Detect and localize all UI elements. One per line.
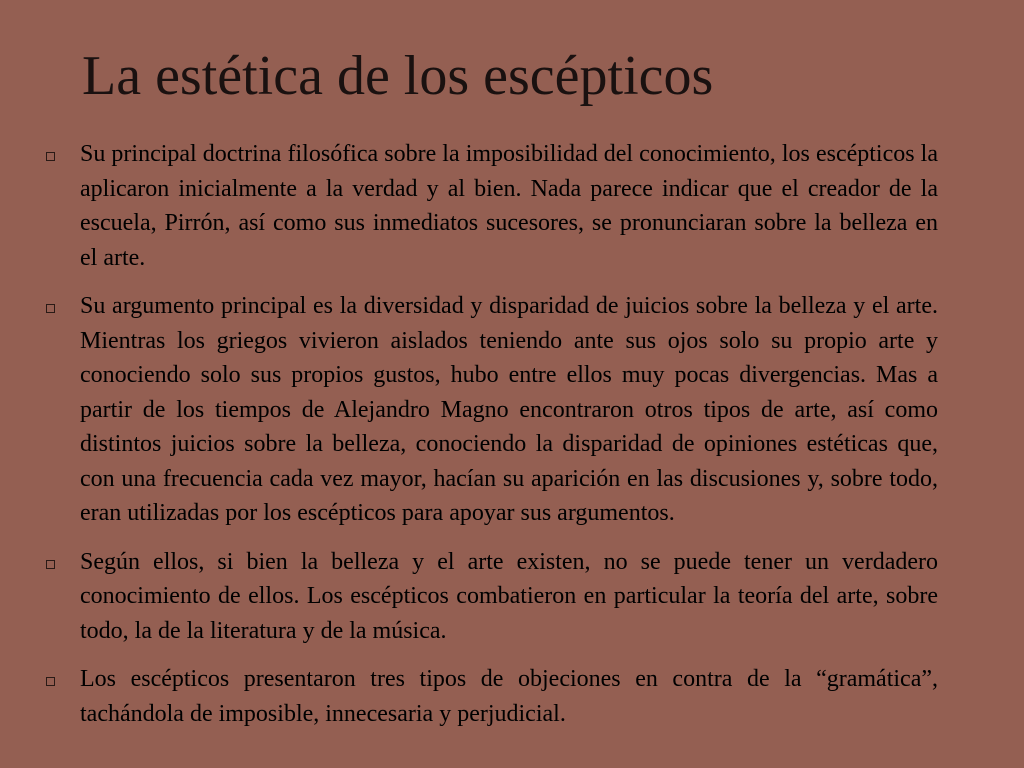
bullet-text: Su argumento principal es la diversidad y disparidad de juicios sobre la belleza y el arte. Mientras los griegos vivieron aislados teniendo ante sus ojos solo su propio arte y conociendo solo sus propios gustos, hubo entre ellos muy pocas divergencias. Mas a partir de los tiempos de Alejandro Magno encontraron otros tipos de arte, así como distintos juicios sobre la belleza, conociendo la disparidad de opiniones estéticas que, con una frecuencia cada vez mayor, hacían su aparición en las discusiones y, sobre todo, eran utilizadas por los escépticos para apoyar sus argumentos.	[80, 293, 938, 526]
bullet-text: Los escépticos presentaron tres tipos de objeciones en contra de la “gramática”, tachándola de imposible, innecesaria y perjudicial.	[80, 666, 938, 727]
slide-title: La estética de los escépticos	[82, 45, 714, 107]
bullet-item	[46, 137, 938, 275]
square-bullet-icon	[46, 560, 55, 569]
bullet-text: Según ellos, si bien la belleza y el arte existen, no se puede tener un verdadero conocimiento de ellos. Los escépticos combatieron en particular la teoría del arte, sobre todo, la de la literatura y de la música.	[80, 548, 938, 644]
square-bullet-icon	[46, 677, 55, 686]
bullet-item	[46, 545, 938, 649]
bullet-list	[46, 137, 938, 745]
bullet-item	[46, 289, 938, 531]
bullet-item	[46, 662, 938, 731]
bullet-text: Su principal doctrina filosófica sobre la imposibilidad del conocimiento, los escépticos la aplicaron inicialmente a la verdad y al bien. Nada parece indicar que el creador de la escuela, Pirrón, así como sus inmediatos sucesores, se pronunciaran sobre la belleza en el arte.	[80, 141, 938, 271]
square-bullet-icon	[46, 152, 55, 161]
square-bullet-icon	[46, 304, 55, 313]
